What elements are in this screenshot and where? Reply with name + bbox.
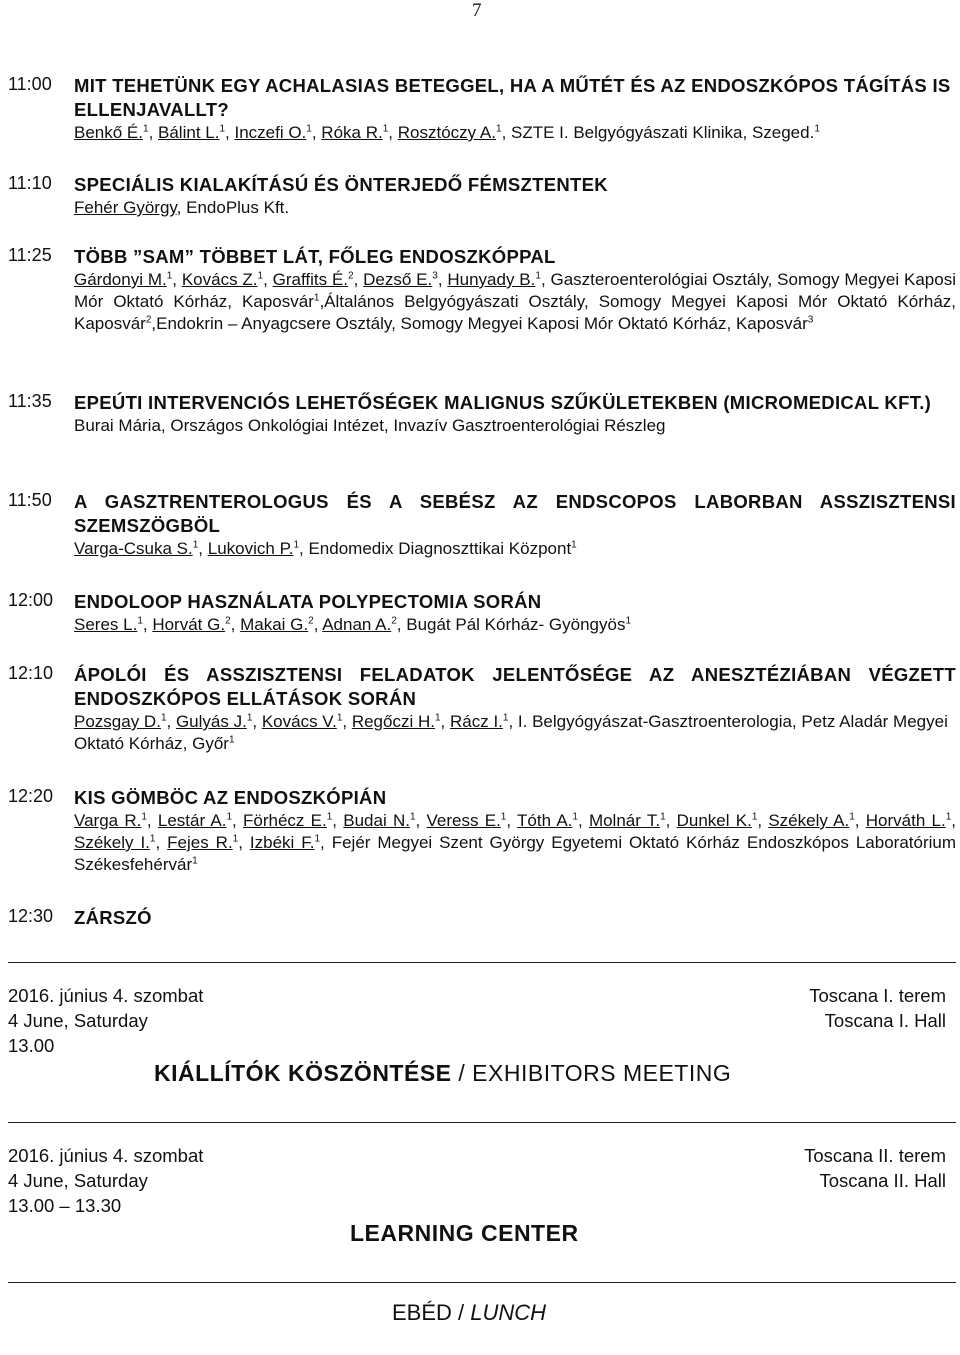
author: Gulyás J. [175, 712, 247, 731]
author: Regőczi H. [351, 712, 435, 731]
author: Izbéki F. [249, 833, 315, 852]
session-time: 11:35 [8, 391, 52, 411]
session-time: 12:30 [8, 906, 54, 926]
lunch-title: EBÉD / LUNCH [392, 1300, 547, 1325]
author: Rosztóczy A. [397, 123, 496, 142]
exhibitors-title: KIÁLLÍTÓK KÖSZÖNTÉSE / EXHIBITORS MEETING [154, 1060, 732, 1086]
author: Kovács Z. [181, 270, 258, 289]
author: Róka R. [321, 123, 383, 142]
session-authors: Pozsgay D.$^1$, Gulyás J.$^1$, Kovács V.$^1$, Regőczi H.$^1$, Rácz I.$^1$, I. Belgyógyászat-Gasztroenterologia, Petz Aladár Megyei Oktató Kórház, Győr$^1$ [74, 712, 948, 753]
session-authors: Varga R.$^1$, Lestár A.$^1$, Förhécz E.$^1$, Budai N.$^1$, Veress E.$^1$, Tóth A.$^1$, Molnár T.$^1$, Dunkel K.$^1$, Székely A.$^1$, Horváth L.$^1$, Székely I.$^1$, Fejes R.$^1$, Izbéki F.$^1$, Fejér Megyei Szent György Egyetemi Oktató Kórház Endoszkópos Laboratórium Székesfehérvár$^1$ [74, 811, 957, 874]
date-en: 4 June, Saturday [8, 1170, 148, 1191]
affiliation: ,Általános Belgyógyászati Osztály, Somogy Megyei Kaposi Mór Oktató Kórház, Kaposvár [74, 292, 956, 333]
session-time: 11:25 [8, 245, 52, 265]
session-time: 13.00 – 13.30 [8, 1195, 122, 1216]
date-hu: 2016. június 4. szombat [8, 985, 204, 1006]
session-1110 [8, 173, 956, 219]
author: Molnár T. [588, 811, 661, 830]
affiliation: , Fejér Megyei Szent György Egyetemi Oktató Kórház Endoszkópos Laboratórium Székesfehérvár [74, 833, 957, 874]
session-authors: Benkő É.$^1$, Bálint L.$^1$, Inczefi O.$^1$, Róka R.$^1$, Rosztóczy A.$^1$, SZTE I. Belgyógyászati Klinika, Szeged.$^1$ [74, 123, 820, 142]
date-en: 4 June, Saturday [8, 1010, 148, 1031]
author: Horváth L. [865, 811, 946, 830]
author: Lukovich P. [207, 539, 294, 558]
author: Bálint L. [158, 123, 220, 142]
section-divider [8, 962, 956, 963]
section-divider [8, 1122, 956, 1123]
affiliation: ,Endokrin – Anyagcsere Osztály, Somogy Megyei Kaposi Mór Oktató Kórház, Kaposvár [151, 314, 808, 333]
affiliation: , Gaszteroenterológiai Osztály, Somogy Megyei Kaposi Mór Oktató Kórház, Kaposvár [74, 270, 956, 311]
author: Seres L. [74, 615, 138, 634]
session-time: 12:10 [8, 663, 54, 683]
session-1135 [8, 391, 956, 437]
session-title: ENDOLOOP HASZNÁLATA POLYPECTOMIA SORÁN [74, 591, 542, 612]
author: Gárdonyi M. [74, 270, 167, 289]
session-title: ÁPOLÓI ÉS ASSZISZTENSI FELADATOK JELENTŐSÉGE AZ ANESZTÉZIÁBAN VÉGZETT ENDOSZKÓPOS ELLÁTÁSOK SORÁN [74, 664, 956, 709]
session-authors: Burai Mária, Országos Onkológiai Intézet, Invazív Gasztroenterológiai Részleg [74, 416, 666, 435]
affiliation: , Endomedix Diagnoszttikai Központ [299, 539, 572, 558]
session-time: 12:00 [8, 590, 54, 610]
session-1150 [8, 490, 956, 560]
author: Inczefi O. [234, 123, 307, 142]
page-number: 7 [472, 0, 482, 21]
session-1125 [8, 245, 956, 335]
session-time: 11:10 [8, 173, 52, 193]
author: Veress E. [426, 811, 501, 830]
session-1210 [8, 663, 956, 755]
author: Dezső E. [363, 270, 433, 289]
session-authors: Gárdonyi M.$^1$, Kovács Z.$^1$, Graffits É.$^2$, Dezső E.$^3$, Hunyady B.$^1$, Gaszteroenterológiai Osztály, Somogy Megyei Kaposi Mór Oktató Kórház, Kaposvár$^1$,Általános Belgyógyászati Osztály, Somogy Megyei Kaposi Mór Oktató Kórház, Kaposvár$^2$,Endokrin – Anyagcsere Osztály, Somogy Megyei Kaposi Mór Oktató Kórház, Kaposvár$^3$ [74, 270, 956, 333]
session-title: EPEÚTI INTERVENCIÓS LEHETŐSÉGEK MALIGNUS SZŰKÜLETEKBEN (MICROMEDICAL KFT.) [74, 392, 932, 413]
author: Székely I. [74, 833, 150, 852]
affiliation: , EndoPlus Kft. [176, 198, 290, 217]
room-hu: Toscana I. terem [809, 985, 946, 1006]
author: Adnan A. [322, 615, 392, 634]
author: Hunyady B. [447, 270, 536, 289]
room-hu: Toscana II. terem [804, 1145, 946, 1166]
learning-center-title: LEARNING CENTER [350, 1220, 579, 1246]
author: Rácz I. [449, 712, 503, 731]
session-1230 [8, 906, 956, 930]
session-title: SPECIÁLIS KIALAKÍTÁSÚ ÉS ÖNTERJEDŐ FÉMSZTENTEK [74, 174, 608, 195]
room-en: Toscana I. Hall [824, 1010, 946, 1031]
session-title: KIS GÖMBÖC AZ ENDOSZKÓPIÁN [74, 787, 387, 808]
author: Székely A. [768, 811, 850, 830]
affiliation: , Bugát Pál Kórház- Gyöngyös [396, 615, 626, 634]
session-1200 [8, 590, 956, 636]
session-time: 12:20 [8, 786, 54, 806]
author: Pozsgay D. [74, 712, 161, 731]
session-title: TÖBB ”SAM” TÖBBET LÁT, FŐLEG ENDOSZKÓPPAL [74, 246, 556, 267]
author: Budai N. [343, 811, 410, 830]
room-en: Toscana II. Hall [819, 1170, 946, 1191]
session-authors [74, 197, 956, 219]
session-title: ZÁRSZÓ [74, 907, 152, 928]
author: Fehér György [74, 198, 177, 217]
session-time: 13.00 [8, 1035, 55, 1056]
author: Förhécz E. [243, 811, 327, 830]
author: Benkő É. [74, 123, 143, 142]
session-time: 11:00 [8, 74, 52, 94]
session-time: 11:50 [8, 490, 52, 510]
session-1100 [8, 74, 956, 144]
author: Varga R. [74, 811, 142, 830]
author: Makai G. [240, 615, 309, 634]
author: Horvát G. [152, 615, 226, 634]
affiliation: , SZTE I. Belgyógyászati Klinika, Szeged. [501, 123, 815, 142]
session-title: A GASZTRENTEROLOGUS ÉS A SEBÉSZ AZ ENDSCOPOS LABORBAN ASSZISZTENSI SZEMSZÖGBÖL [74, 491, 956, 536]
section-divider [8, 1282, 956, 1283]
author: Fejes R. [167, 833, 233, 852]
session-1220 [8, 786, 956, 876]
date-hu: 2016. június 4. szombat [8, 1145, 204, 1166]
author: Dunkel K. [676, 811, 752, 830]
session-authors: Seres L.$^1$, Horvát G.$^2$, Makai G.$^2$, Adnan A.$^2$, Bugát Pál Kórház- Gyöngyös$^1$ [74, 615, 632, 634]
author: Kovács V. [261, 712, 337, 731]
session-authors: Varga-Csuka S.$^1$, Lukovich P.$^1$, Endomedix Diagnoszttikai Központ$^1$ [74, 539, 577, 558]
author: Tóth A. [517, 811, 573, 830]
author: Varga-Csuka S. [74, 539, 193, 558]
author: Graffits É. [272, 270, 349, 289]
author: Lestár A. [157, 811, 227, 830]
session-title: MIT TEHETÜNK EGY ACHALASIAS BETEGGEL, HA A MŰTÉT ÉS AZ ENDOSZKÓPOS TÁGÍTÁS IS ELLENJAVALLT? [74, 75, 951, 120]
affiliation: , I. Belgyógyászat-Gasztroenterologia, Petz Aladár Megyei Oktató Kórház, Győr [74, 712, 948, 753]
